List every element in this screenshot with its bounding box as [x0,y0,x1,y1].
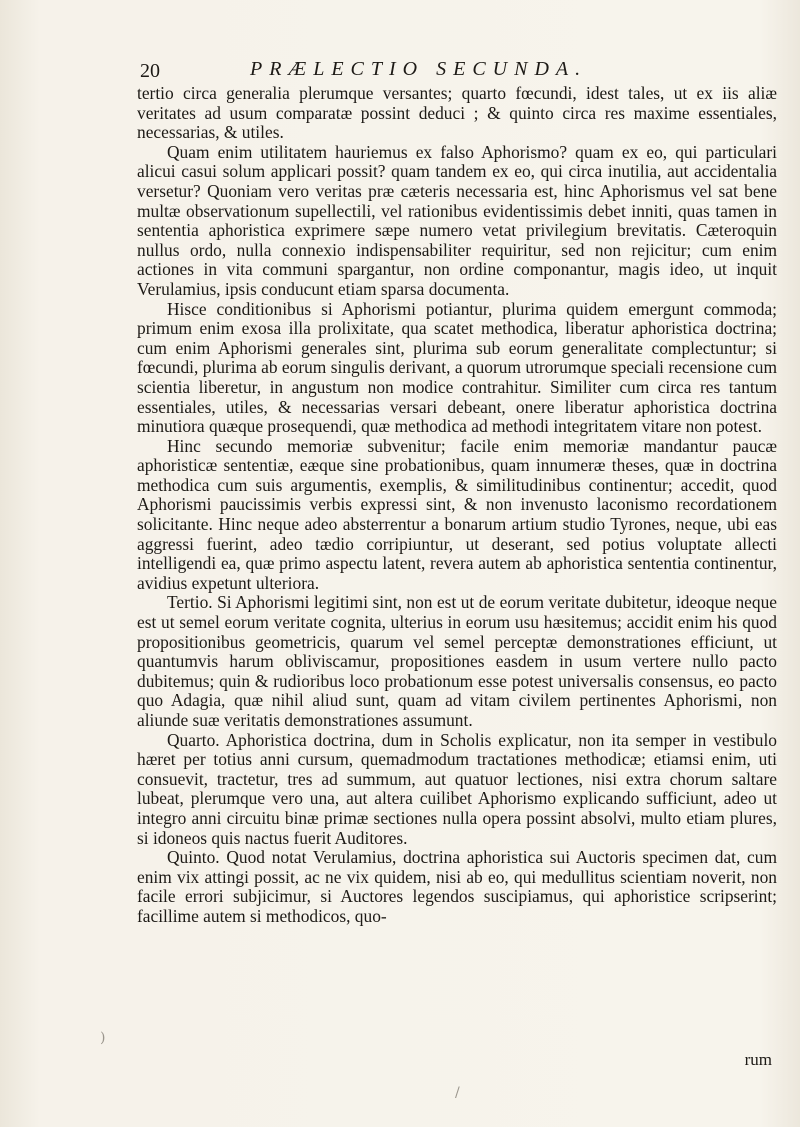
margin-mark-icon: / [455,1085,460,1101]
paragraph-6: Quarto. Aphoristica doctrina, dum in Scholis explicatur, non ita semper in vestibulo hæret per totius anni cursum, quemadmodum tractationes methodicæ; etiamsi enim, uti consuevit, tractetur, tres ad summum, aut quatuor lectiones, nisi extra chorum saltare lubeat, plerumque vero una, aut altera cuilibet Aphorismo explicando sufficiunt, adeo ut integro anni circuitu binæ primæ sectiones nulla opera possint absolvi, multo etiam plures, si idoneos quis nactus fuerit Auditores. [137,729,777,848]
catchword: rum [744,1050,772,1069]
paragraph-5: Tertio. Si Aphorismi legitimi sint, non est ut de eorum veritate dubitetur, ideoque neque est ut semel eorum veritate cognita, ulterius in eorum usu hæsitemus; accidit enim his quod propositionibus geometricis, quarum vel semel perceptæ demonstrationes efficiunt, ut quantumvis harum obliviscamur, propositiones easdem in usum vertere nullo pacto dubitemus; quin & rudioribus loco probationum esse potest universalis consensus, eo pacto quo Adagia, quæ nihil aliud sunt, quam ad vitam civilem pertinentes Aphorismi, non aliunde suæ veritatis demonstrationes assumunt. [137,592,777,730]
paragraph-3: Hisce conditionibus si Aphorismi potiantur, plurima quidem emergunt commoda; primum enim exosa illa prolixitate, qua scatet methodica, liberatur aphoristica doctrina; cum enim Aphorismi generales sint, plurima sub eorum generalitate complectuntur; si fœcundi, plurima ab eorum singulis derivant, a quorum utrorumque speciali recensione cum scientia liberetur, in angustum non modice contrahitur. Similiter cum circa res tantum essentiales, utiles, & necessarias versari debeant, onere liberatur aphoristica doctrina minutiora quæque prosequendi, quæ methodica ad methodi integritatem vitare non potest. [137,298,777,437]
page-header [140,58,780,84]
running-head: PRÆLECTIO SECUNDA. [250,58,588,80]
paragraph-7: Quinto. Quod notat Verulamius, doctrina aphoristica sui Auctoris specimen dat, cum enim vix attingi possit, ac ne vix quidem, nisi ab eo, qui medullitus scientiam noverit, non facile errori subjicimur, si Auctores legendos suscipiamus, qui aphoristice scripserint; facillime autem si methodicos, quo- [137,847,777,926]
margin-mark-icon: ) [100,1030,106,1046]
paragraph-2: Quam enim utilitatem hauriemus ex falso Aphorismo? quam ex eo, qui particulari alicui casui solum applicari possit? quam tandem ex eo, qui circa inutilia, aut accidentalia versetur? Quoniam vero veritas præ cæteris necessaria est, hinc Aphorismus vel sat bene multæ observationum supellectili, vel rationibus evidentissimis debet inniti, quas tamen in sententia aphoristica exprimere sæpe numero vetat privilegium brevitatis. Cæteroquin nullus ordo, nulla connexio indispensabiliter requiritur, sed non rejicitur; cum enim actiones in vita communi spargantur, non ordine componantur, magis ideo, ut inquit Verulamius, ipsis conducunt etiam sparsa documenta. [137,141,777,299]
paragraph-4: Hinc secundo memoriæ subvenitur; facile enim memoriæ mandantur paucæ aphoristicæ sententiæ, eæque sine probationibus, quam innumeræ theses, quæ in doctrina methodica cum suis argumentis, exemplis, & similitudinibus continentur; accedit, quod Aphorismi paucissimis verbis expressi sint, & non invenusto laconismo recordationem solicitante. Hinc neque adeo absterrentur a bonarum artium studio Tyrones, neque, ubi eas aggressi fuerint, adeo tædio corripiuntur, ut deserant, sed potius voluptate allecti intelligendi ea, quæ primo aspectu latent, revera autem ab aphoristica sententia continentur, avidius expetunt ulteriora. [137,435,777,593]
page-number: 20 [140,60,160,82]
paragraph-1: tertio circa generalia plerumque versantes; quarto fœcundi, idest tales, ut ex iis aliæ veritates ad usum comparatæ possint deduci ; & quinto circa res maxime essentiales, necessarias, & utiles. [137,83,777,143]
body-text [137,84,777,927]
